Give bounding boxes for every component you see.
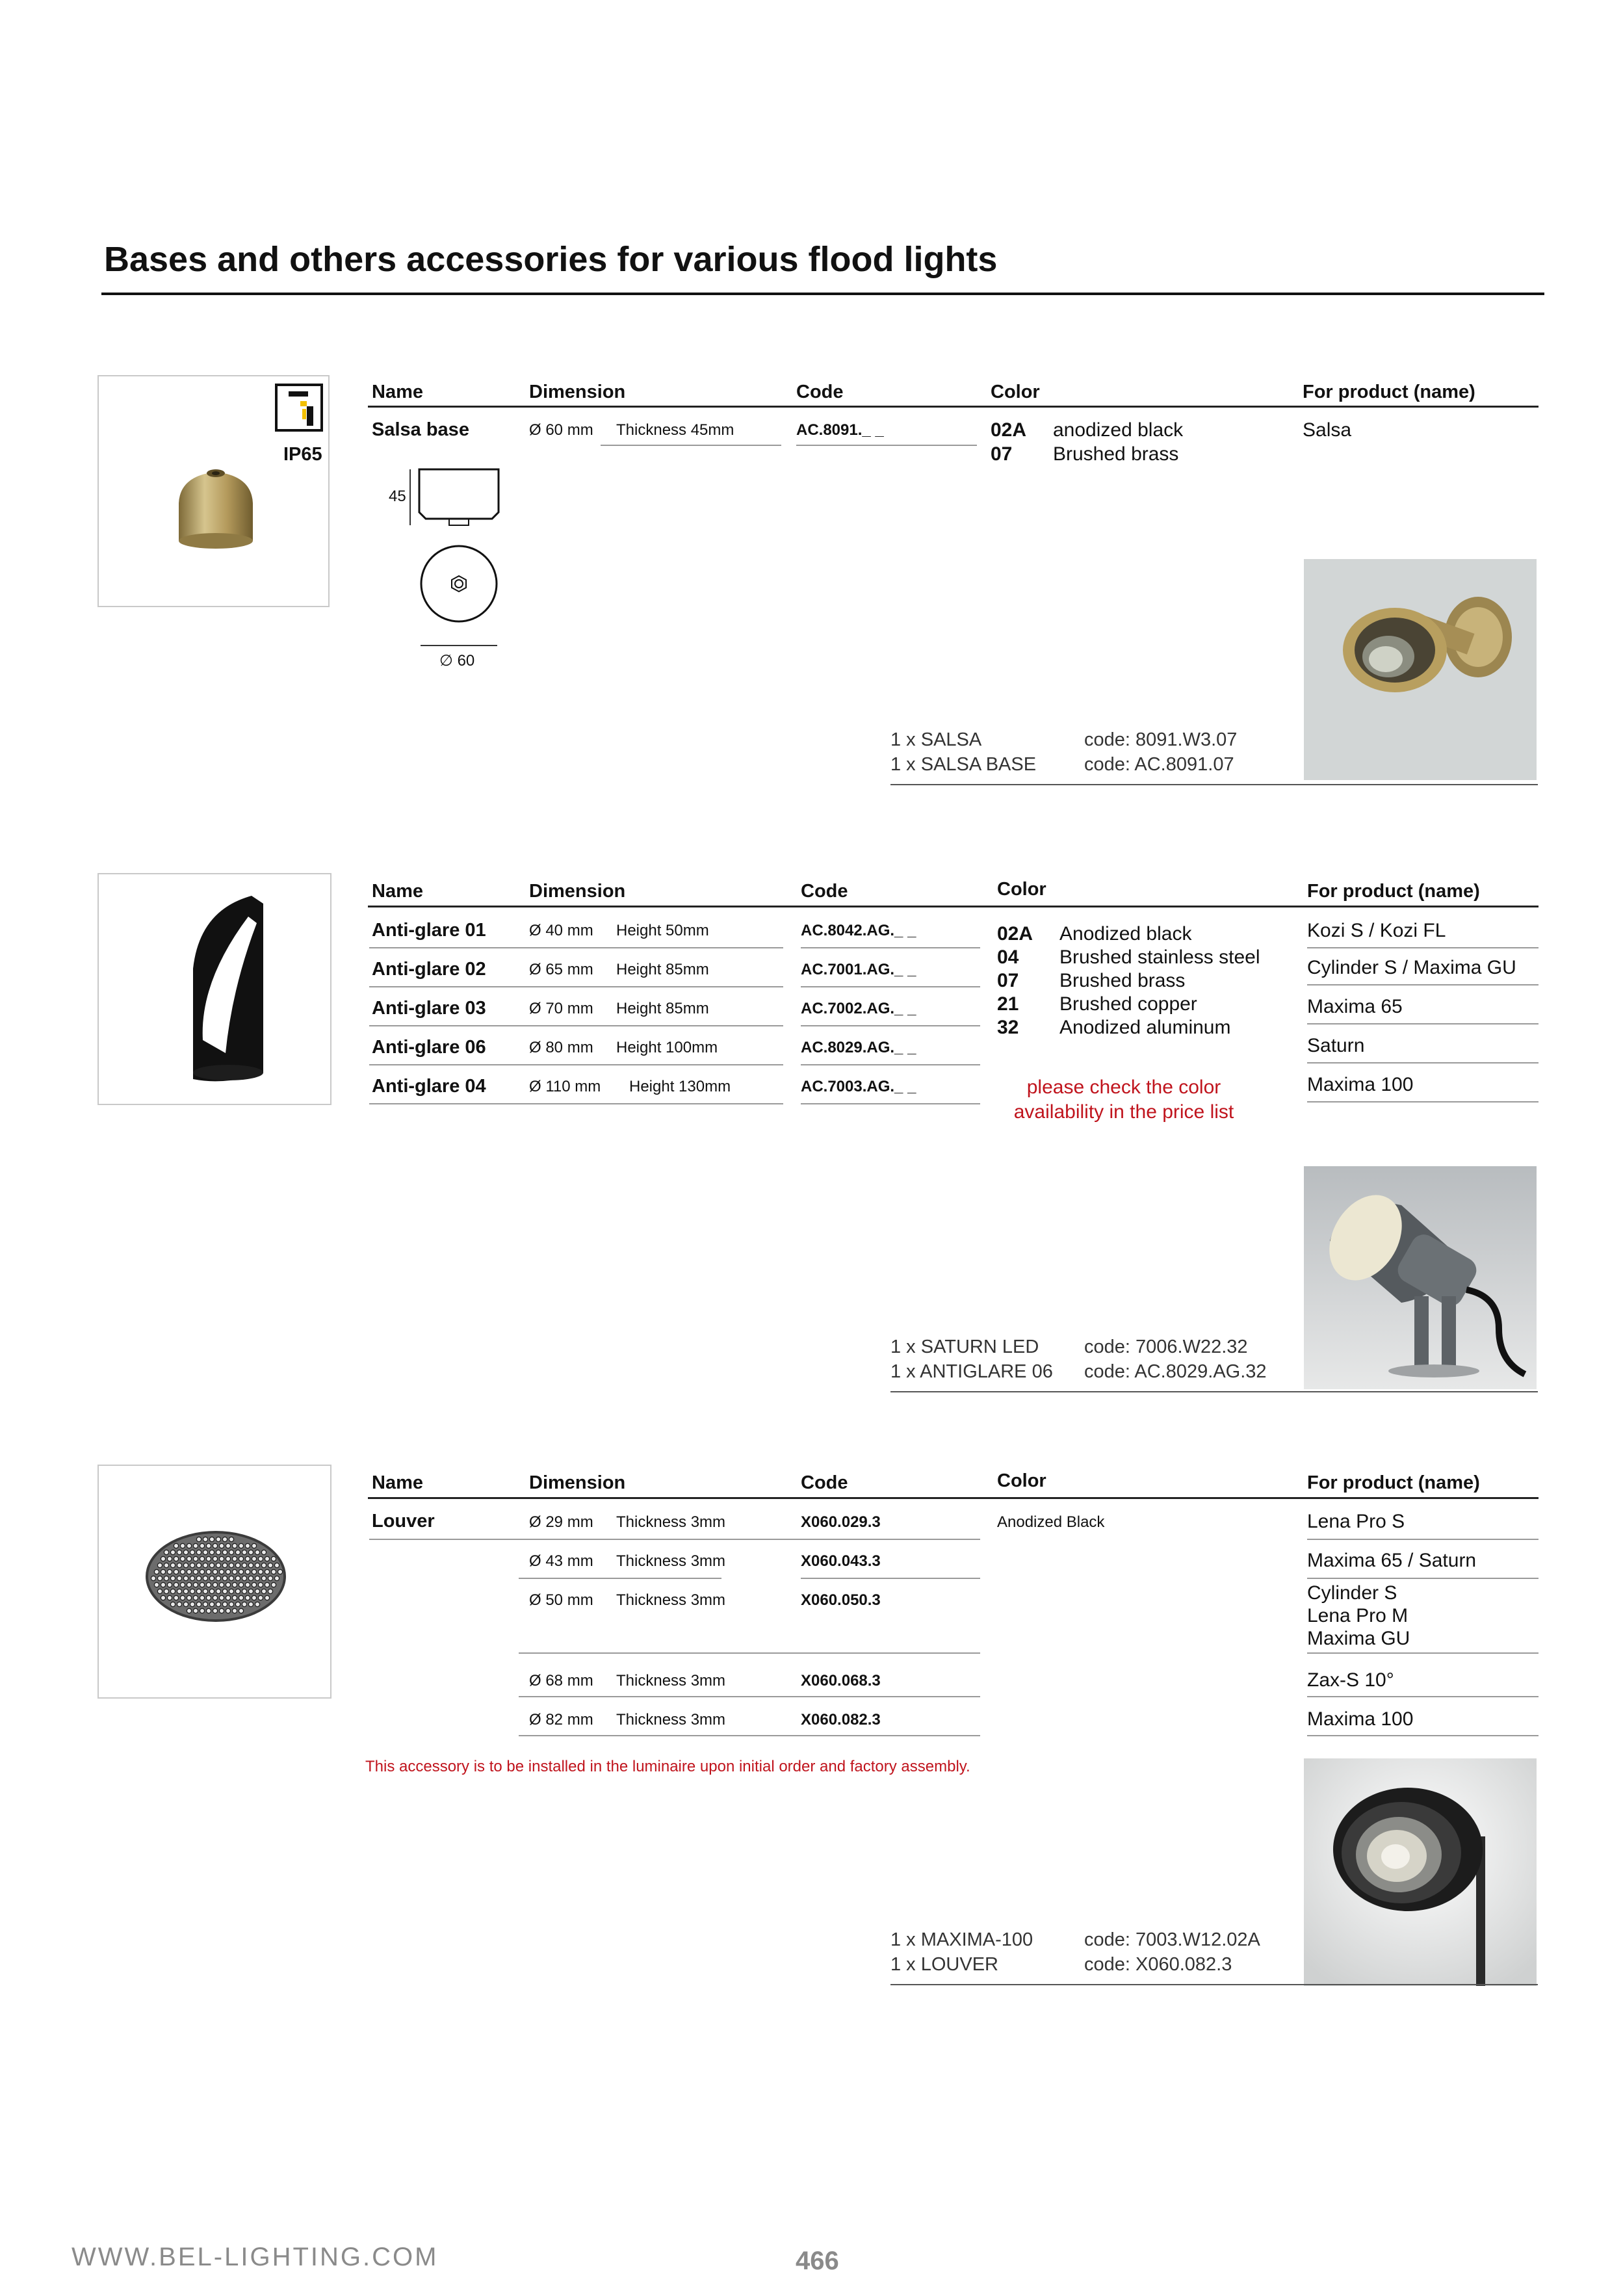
for-product: Lena Pro M <box>1307 1605 1409 1626</box>
maxima-product-photo <box>1304 1758 1537 1986</box>
for-product: Cylinder S / Maxima GU <box>1307 957 1516 978</box>
product-code: X060.043.3 <box>801 1552 881 1570</box>
row-rule <box>519 1696 980 1697</box>
title-divider <box>101 293 1544 295</box>
for-product: Kozi S / Kozi FL <box>1307 920 1446 941</box>
col-header-code: Code <box>796 382 844 402</box>
product-code: AC.8042.AG._ _ <box>801 922 916 939</box>
row-rule <box>519 1539 980 1540</box>
color-code: 32 <box>997 1017 1019 1038</box>
for-product: Cylinder S <box>1307 1582 1397 1604</box>
dimension-height: Height 85mm <box>616 1000 709 1017</box>
color-availability-note: please check the color <box>1026 1076 1221 1098</box>
product-code: AC.7001.AG._ _ <box>801 961 916 978</box>
row-rule <box>1307 1101 1539 1102</box>
dimension-thickness: Thickness 3mm <box>616 1672 726 1689</box>
combo-item: 1 x SATURN LED <box>890 1337 1039 1357</box>
color-label: anodized black <box>1053 419 1184 441</box>
for-product: Maxima GU <box>1307 1628 1410 1649</box>
col-header-name: Name <box>372 1472 423 1493</box>
row-rule <box>801 1103 980 1104</box>
color-availability-note: availability in the price list <box>1013 1101 1234 1123</box>
combo-rule <box>890 784 1538 785</box>
color-label: Anodized black <box>1059 923 1192 945</box>
color-label: Anodized Black <box>997 1513 1105 1531</box>
col-header-code: Code <box>801 881 848 902</box>
combo-rule <box>890 1984 1538 1985</box>
color-code: 07 <box>997 970 1019 991</box>
color-code: 04 <box>997 946 1019 968</box>
row-rule <box>1307 984 1539 985</box>
color-code: 02A <box>991 419 1027 441</box>
col-header-code: Code <box>801 1472 848 1493</box>
row-rule <box>801 1578 980 1579</box>
dimension-diameter: Ø 70 mm <box>529 1000 593 1017</box>
ip-rating-label: IP65 <box>283 444 322 465</box>
dimension-diameter: Ø 110 mm <box>529 1078 601 1095</box>
product-code: AC.7003.AG._ _ <box>801 1078 916 1095</box>
product-code: X060.068.3 <box>801 1672 881 1689</box>
product-code: AC.7002.AG._ _ <box>801 1000 916 1017</box>
col-header-name: Name <box>372 382 423 402</box>
row-rule <box>1307 1652 1539 1654</box>
combo-item: 1 x SALSA BASE <box>890 754 1037 775</box>
salsa-base-photo <box>167 458 265 562</box>
row-rule <box>519 1652 980 1654</box>
dimension-diameter: Ø 60 mm <box>529 421 593 439</box>
col-header-dimension: Dimension <box>529 382 626 402</box>
product-name: Anti-glare 04 <box>372 1076 486 1097</box>
dimension-diameter: Ø 82 mm <box>529 1711 593 1729</box>
combo-code: code: 8091.W3.07 <box>1084 729 1238 750</box>
col-header-dimension: Dimension <box>529 1472 626 1493</box>
row-rule <box>1307 1735 1539 1736</box>
col-header-color: Color <box>997 879 1046 900</box>
for-product: Maxima 65 / Saturn <box>1307 1550 1477 1571</box>
row-rule <box>801 947 980 948</box>
color-code: 21 <box>997 993 1019 1015</box>
dimension-diameter: Ø 68 mm <box>529 1672 593 1689</box>
dimension-diameter: Ø 29 mm <box>529 1513 593 1531</box>
louver-photo <box>144 1528 287 1625</box>
row-rule <box>1307 1578 1539 1579</box>
row-rule <box>369 1064 783 1065</box>
dimension-diameter: Ø 43 mm <box>529 1552 593 1570</box>
dimension-height: Height 50mm <box>616 922 709 939</box>
row-rule <box>1307 947 1539 948</box>
col-header-name: Name <box>372 881 423 902</box>
page-title: Bases and others accessories for various flood lights <box>104 240 998 279</box>
row-rule <box>1307 1539 1539 1540</box>
assembly-note: This accessory is to be installed in the luminaire upon initial order and factory assembly. <box>365 1758 970 1775</box>
color-label: Brushed brass <box>1053 443 1179 465</box>
row-rule <box>1307 1696 1539 1697</box>
dimension-height: Height 85mm <box>616 961 709 978</box>
dimension-thickness: Thickness 45mm <box>616 421 734 439</box>
combo-code: code: AC.8029.AG.32 <box>1084 1361 1267 1382</box>
dimension-diameter: Ø 50 mm <box>529 1591 593 1609</box>
anti-glare-thumbnail <box>97 873 331 1105</box>
for-product: Maxima 65 <box>1307 996 1403 1017</box>
combo-code: code: 7006.W22.32 <box>1084 1337 1248 1357</box>
combo-item: 1 x SALSA <box>890 729 982 750</box>
row-rule <box>801 986 980 987</box>
dimension-height: Height 100mm <box>616 1039 718 1056</box>
row-rule <box>369 986 783 987</box>
row-rule <box>801 1064 980 1065</box>
product-code: AC.8091._ _ <box>796 421 884 439</box>
dimension-thickness: Thickness 3mm <box>616 1552 726 1570</box>
row-rule <box>369 1539 519 1540</box>
row-rule <box>369 947 783 948</box>
product-code: X060.029.3 <box>801 1513 881 1531</box>
row-rule <box>519 1578 721 1579</box>
color-label: Brushed stainless steel <box>1059 946 1260 968</box>
drawing-diameter-label: ∅ 60 <box>439 652 475 670</box>
dimension-diameter: Ø 40 mm <box>529 922 593 939</box>
for-product: Lena Pro S <box>1307 1511 1405 1532</box>
combo-item: 1 x LOUVER <box>890 1954 998 1975</box>
product-code: X060.050.3 <box>801 1591 881 1609</box>
salsa-base-thumbnail <box>97 375 330 607</box>
combo-item: 1 x MAXIMA-100 <box>890 1929 1033 1950</box>
col-header-for-product: For product (name) <box>1307 1472 1480 1493</box>
dimension-diameter: Ø 65 mm <box>529 961 593 978</box>
product-name: Anti-glare 06 <box>372 1037 486 1058</box>
row-rule <box>796 445 977 446</box>
color-label: Brushed brass <box>1059 970 1186 991</box>
ip65-icon <box>274 383 324 432</box>
anti-glare-photo <box>154 891 278 1086</box>
color-code: 07 <box>991 443 1013 465</box>
drawing-height-label: 45 <box>389 488 406 505</box>
footer-website: WWW.BEL-LIGHTING.COM <box>71 2243 439 2271</box>
row-rule <box>369 1103 783 1104</box>
combo-code: code: 7003.W12.02A <box>1084 1929 1260 1950</box>
saturn-product-photo <box>1304 1166 1537 1389</box>
for-product: Zax-S 10° <box>1307 1669 1394 1691</box>
page-number: 466 <box>796 2247 839 2275</box>
product-name: Salsa base <box>372 419 469 440</box>
col-header-color: Color <box>997 1470 1046 1491</box>
product-code: AC.8029.AG._ _ <box>801 1039 916 1056</box>
for-product: Maxima 100 <box>1307 1708 1414 1730</box>
product-code: X060.082.3 <box>801 1711 881 1729</box>
color-label: Anodized aluminum <box>1059 1017 1231 1038</box>
product-name: Anti-glare 02 <box>372 959 486 980</box>
dimension-thickness: Thickness 3mm <box>616 1591 726 1609</box>
dimension-height: Height 130mm <box>629 1078 731 1095</box>
combo-code: code: X060.082.3 <box>1084 1954 1232 1975</box>
salsa-product-photo <box>1304 559 1537 780</box>
technical-drawing <box>406 462 517 663</box>
for-product: Salsa <box>1303 419 1352 441</box>
dimension-diameter: Ø 80 mm <box>529 1039 593 1056</box>
col-header-for-product: For product (name) <box>1303 382 1475 402</box>
row-rule <box>801 1025 980 1026</box>
color-code: 02A <box>997 923 1033 945</box>
row-rule <box>601 445 781 446</box>
table-header-rule <box>368 406 1539 408</box>
col-header-color: Color <box>991 382 1040 402</box>
row-rule <box>1307 1023 1539 1024</box>
for-product: Maxima 100 <box>1307 1074 1414 1095</box>
row-rule <box>369 1025 783 1026</box>
table-header-rule <box>368 1497 1539 1499</box>
product-name: Anti-glare 01 <box>372 920 486 941</box>
combo-rule <box>890 1391 1538 1392</box>
for-product: Saturn <box>1307 1035 1365 1056</box>
combo-item: 1 x ANTIGLARE 06 <box>890 1361 1053 1382</box>
col-header-for-product: For product (name) <box>1307 881 1480 902</box>
product-name: Anti-glare 03 <box>372 998 486 1019</box>
row-rule <box>1307 1062 1539 1063</box>
dimension-thickness: Thickness 3mm <box>616 1711 726 1729</box>
product-name: Louver <box>372 1511 435 1532</box>
combo-code: code: AC.8091.07 <box>1084 754 1234 775</box>
color-label: Brushed copper <box>1059 993 1197 1015</box>
row-rule <box>519 1735 980 1736</box>
dimension-thickness: Thickness 3mm <box>616 1513 726 1531</box>
louver-thumbnail <box>97 1465 331 1699</box>
col-header-dimension: Dimension <box>529 881 626 902</box>
table-header-rule <box>368 906 1539 907</box>
